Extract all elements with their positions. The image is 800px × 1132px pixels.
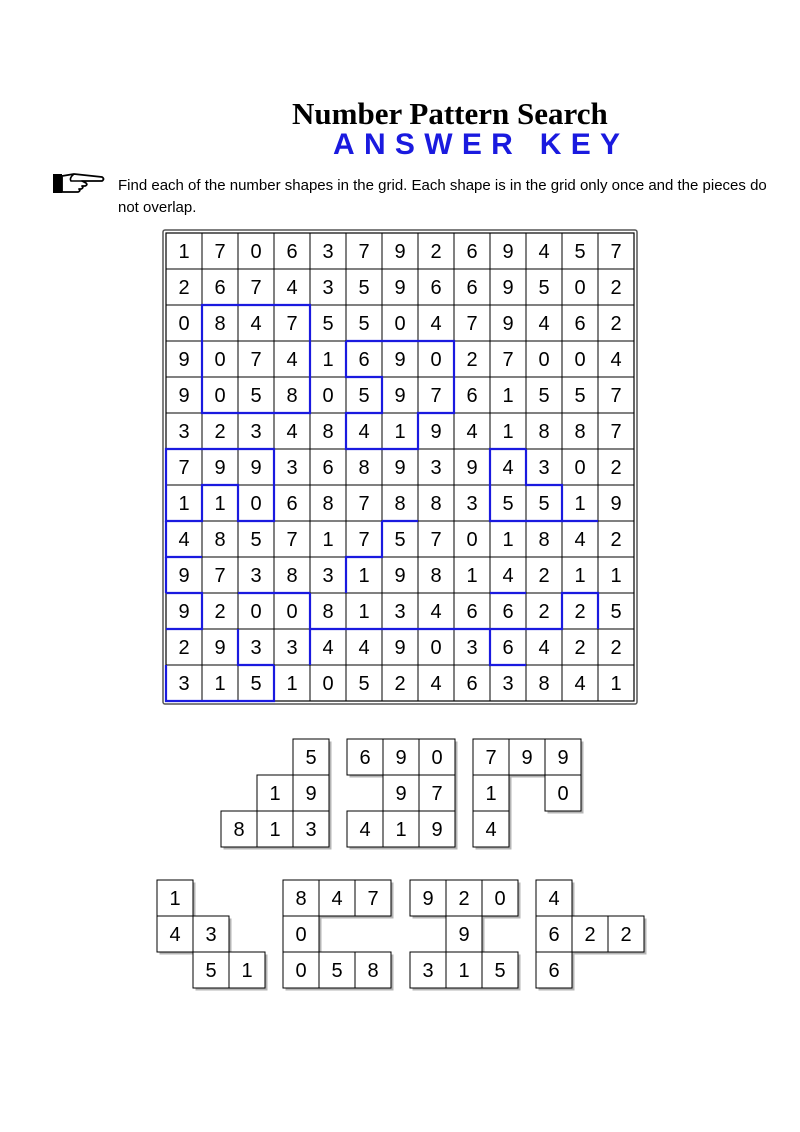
grid-cell: 4 xyxy=(358,421,370,443)
grid-cell: 3 xyxy=(538,457,550,479)
grid-cell: 2 xyxy=(610,457,622,479)
grid-cell: 1 xyxy=(214,673,226,695)
grid-cell: 8 xyxy=(430,493,442,515)
grid-cell: 1 xyxy=(394,421,406,443)
piece-digit: 4 xyxy=(548,888,560,910)
grid-cell: 7 xyxy=(286,313,298,335)
answer-key-subtitle: ANSWER KEY xyxy=(333,128,630,161)
grid-cell: 6 xyxy=(466,601,478,623)
grid-cell: 6 xyxy=(466,385,478,407)
grid-cell: 3 xyxy=(430,457,442,479)
grid-cell: 8 xyxy=(214,313,226,335)
grid-cell: 3 xyxy=(250,421,262,443)
grid-cell: 6 xyxy=(466,241,478,263)
grid-cell: 3 xyxy=(322,241,334,263)
grid-cell: 5 xyxy=(358,385,370,407)
piece-digit: 9 xyxy=(521,747,533,769)
grid-cell: 4 xyxy=(178,529,190,551)
grid-cell: 5 xyxy=(250,529,262,551)
grid-cell: 7 xyxy=(358,241,370,263)
grid-cell: 4 xyxy=(574,529,586,551)
grid-cell: 3 xyxy=(178,421,190,443)
shape-piece xyxy=(410,880,521,991)
grid-cell: 2 xyxy=(214,601,226,623)
grid-cell: 0 xyxy=(430,637,442,659)
piece-digit: 4 xyxy=(485,819,497,841)
piece-digit: 4 xyxy=(331,888,343,910)
grid-cell: 2 xyxy=(394,673,406,695)
grid-cell: 9 xyxy=(394,349,406,371)
piece-digit: 2 xyxy=(620,924,632,946)
piece-digit: 9 xyxy=(395,747,407,769)
grid-cell: 9 xyxy=(502,277,514,299)
grid-cell: 0 xyxy=(574,349,586,371)
grid-cell: 8 xyxy=(322,421,334,443)
grid-cell: 8 xyxy=(538,673,550,695)
grid-cell: 7 xyxy=(286,529,298,551)
grid-cell: 1 xyxy=(358,565,370,587)
grid-cell: 2 xyxy=(214,421,226,443)
grid-cell: 8 xyxy=(430,565,442,587)
grid-cell: 0 xyxy=(322,673,334,695)
grid-cell: 2 xyxy=(610,529,622,551)
grid-cell: 0 xyxy=(574,457,586,479)
grid-cell: 9 xyxy=(430,421,442,443)
piece-digit: 0 xyxy=(494,888,506,910)
piece-digit: 5 xyxy=(494,960,506,982)
grid-cell: 5 xyxy=(394,529,406,551)
piece-digit: 1 xyxy=(269,783,281,805)
grid-cell: 1 xyxy=(214,493,226,515)
grid-cell: 5 xyxy=(250,385,262,407)
grid-cell: 5 xyxy=(358,313,370,335)
piece-digit: 0 xyxy=(295,924,307,946)
piece-digit: 6 xyxy=(359,747,371,769)
piece-digit: 1 xyxy=(485,783,497,805)
piece-digit: 6 xyxy=(548,960,560,982)
shape-pieces xyxy=(157,739,647,991)
grid-cell: 8 xyxy=(322,493,334,515)
shape-piece xyxy=(221,739,332,850)
grid-cell: 9 xyxy=(214,637,226,659)
grid-cell: 9 xyxy=(214,457,226,479)
piece-digit: 4 xyxy=(359,819,371,841)
grid-cell: 6 xyxy=(286,493,298,515)
grid-cell: 0 xyxy=(178,313,190,335)
grid-cell: 9 xyxy=(466,457,478,479)
piece-digit: 5 xyxy=(205,960,217,982)
grid-cell: 2 xyxy=(538,565,550,587)
grid-cell: 1 xyxy=(466,565,478,587)
grid-cell: 6 xyxy=(466,277,478,299)
piece-digit: 2 xyxy=(458,888,470,910)
grid-cell: 7 xyxy=(466,313,478,335)
grid-cell: 0 xyxy=(538,349,550,371)
grid-cell: 0 xyxy=(322,385,334,407)
piece-digit: 2 xyxy=(584,924,596,946)
grid-cell: 9 xyxy=(178,385,190,407)
grid-cell: 7 xyxy=(358,493,370,515)
grid-cell: 9 xyxy=(178,565,190,587)
grid-cell: 7 xyxy=(502,349,514,371)
shape-piece xyxy=(283,880,394,991)
grid-cell: 4 xyxy=(430,313,442,335)
grid-cell: 4 xyxy=(286,349,298,371)
grid-cell: 9 xyxy=(502,313,514,335)
grid-cell: 5 xyxy=(538,385,550,407)
grid-cell: 0 xyxy=(286,601,298,623)
piece-digit: 5 xyxy=(305,747,317,769)
grid-cell: 2 xyxy=(466,349,478,371)
grid-cell: 6 xyxy=(322,457,334,479)
grid-cell: 2 xyxy=(574,601,586,623)
grid-cell: 4 xyxy=(250,313,262,335)
grid-cell: 1 xyxy=(322,349,334,371)
grid-cell: 7 xyxy=(430,385,442,407)
piece-digit: 8 xyxy=(233,819,245,841)
grid-cell: 3 xyxy=(286,637,298,659)
grid-cell: 7 xyxy=(610,385,622,407)
grid-cell: 4 xyxy=(502,457,514,479)
grid-cell: 6 xyxy=(214,277,226,299)
grid-cell: 2 xyxy=(538,601,550,623)
grid-cell: 9 xyxy=(394,241,406,263)
grid-cell: 1 xyxy=(178,493,190,515)
grid-cell: 3 xyxy=(466,493,478,515)
grid-cell: 8 xyxy=(358,457,370,479)
grid-cell: 4 xyxy=(538,637,550,659)
grid-cell: 2 xyxy=(574,637,586,659)
piece-digit: 0 xyxy=(431,747,443,769)
grid-cell: 9 xyxy=(250,457,262,479)
piece-digit: 9 xyxy=(422,888,434,910)
grid-cell: 7 xyxy=(430,529,442,551)
grid-cell: 9 xyxy=(394,457,406,479)
grid-cell: 5 xyxy=(322,313,334,335)
grid-cell: 5 xyxy=(250,673,262,695)
piece-digit: 9 xyxy=(395,783,407,805)
piece-digit: 7 xyxy=(367,888,379,910)
grid-cell: 3 xyxy=(322,565,334,587)
grid-cell: 8 xyxy=(394,493,406,515)
grid-cell: 5 xyxy=(358,673,370,695)
grid-cell: 2 xyxy=(610,277,622,299)
grid-cell: 9 xyxy=(610,493,622,515)
grid-cell: 0 xyxy=(394,313,406,335)
grid-cell: 7 xyxy=(214,241,226,263)
grid-cell: 5 xyxy=(610,601,622,623)
piece-digit: 1 xyxy=(458,960,470,982)
piece-digit: 9 xyxy=(305,783,317,805)
grid-cell: 7 xyxy=(610,421,622,443)
piece-digit: 8 xyxy=(295,888,307,910)
grid-cell: 9 xyxy=(394,637,406,659)
grid-cell: 4 xyxy=(430,673,442,695)
grid-cell: 9 xyxy=(394,385,406,407)
grid-cell: 6 xyxy=(430,277,442,299)
number-grid xyxy=(163,230,637,704)
grid-cell: 5 xyxy=(358,277,370,299)
grid-cell: 3 xyxy=(178,673,190,695)
piece-digit: 0 xyxy=(295,960,307,982)
page-title: Number Pattern Search xyxy=(292,96,608,131)
grid-cell: 8 xyxy=(538,421,550,443)
grid-cell: 3 xyxy=(286,457,298,479)
grid-cell: 6 xyxy=(574,313,586,335)
grid-cell: 8 xyxy=(286,385,298,407)
grid-cell: 9 xyxy=(394,565,406,587)
grid-cell: 7 xyxy=(250,277,262,299)
grid-cell: 7 xyxy=(358,529,370,551)
shape-piece xyxy=(157,880,268,991)
grid-cell: 0 xyxy=(250,241,262,263)
grid-cell: 1 xyxy=(610,565,622,587)
grid-cell: 4 xyxy=(286,277,298,299)
grid-cell: 1 xyxy=(502,385,514,407)
grid-cell: 2 xyxy=(610,313,622,335)
grid-cell: 6 xyxy=(466,673,478,695)
grid-cell: 8 xyxy=(322,601,334,623)
piece-digit: 3 xyxy=(305,819,317,841)
grid-cell: 9 xyxy=(394,277,406,299)
grid-cell: 6 xyxy=(286,241,298,263)
grid-cell: 2 xyxy=(610,637,622,659)
grid-cell: 1 xyxy=(574,493,586,515)
grid-cell: 4 xyxy=(286,421,298,443)
piece-digit: 9 xyxy=(431,819,443,841)
grid-cell: 3 xyxy=(250,565,262,587)
grid-cell: 8 xyxy=(574,421,586,443)
grid-cell: 0 xyxy=(214,385,226,407)
grid-cell: 1 xyxy=(286,673,298,695)
grid-cell: 5 xyxy=(574,385,586,407)
grid-cell: 4 xyxy=(610,349,622,371)
grid-cell: 2 xyxy=(430,241,442,263)
shape-piece xyxy=(347,739,458,850)
piece-digit: 1 xyxy=(241,960,253,982)
piece-digit: 0 xyxy=(557,783,569,805)
grid-cell: 8 xyxy=(286,565,298,587)
grid-cell: 5 xyxy=(574,241,586,263)
grid-cell: 0 xyxy=(250,601,262,623)
shape-piece xyxy=(473,739,584,850)
grid-cell: 5 xyxy=(538,493,550,515)
grid-cell: 7 xyxy=(214,565,226,587)
grid-cell: 2 xyxy=(178,277,190,299)
grid-cell: 8 xyxy=(538,529,550,551)
grid-cell: 0 xyxy=(214,349,226,371)
piece-digit: 9 xyxy=(557,747,569,769)
grid-cell: 9 xyxy=(178,601,190,623)
grid-cell: 5 xyxy=(538,277,550,299)
piece-digit: 5 xyxy=(331,960,343,982)
grid-cell: 9 xyxy=(502,241,514,263)
grid-cell: 4 xyxy=(466,421,478,443)
grid-cell: 4 xyxy=(322,637,334,659)
grid-cell: 3 xyxy=(502,673,514,695)
grid-cell: 0 xyxy=(250,493,262,515)
grid-cell: 9 xyxy=(178,349,190,371)
grid-cell: 8 xyxy=(214,529,226,551)
piece-digit: 3 xyxy=(422,960,434,982)
grid-cell: 0 xyxy=(430,349,442,371)
piece-digit: 7 xyxy=(431,783,443,805)
grid-cell: 3 xyxy=(394,601,406,623)
grid-cell: 5 xyxy=(502,493,514,515)
grid-cell: 3 xyxy=(250,637,262,659)
grid-cell: 3 xyxy=(466,637,478,659)
grid-cell: 1 xyxy=(502,421,514,443)
grid-cell: 1 xyxy=(358,601,370,623)
piece-digit: 1 xyxy=(169,888,181,910)
grid-cell: 6 xyxy=(502,637,514,659)
piece-digit: 6 xyxy=(548,924,560,946)
piece-digit: 8 xyxy=(367,960,379,982)
grid-cell: 4 xyxy=(538,313,550,335)
piece-digit: 3 xyxy=(205,924,217,946)
piece-digit: 7 xyxy=(485,747,497,769)
grid-cell: 0 xyxy=(466,529,478,551)
piece-digit: 4 xyxy=(169,924,181,946)
grid-cell: 4 xyxy=(538,241,550,263)
grid-cell: 2 xyxy=(178,637,190,659)
grid-cell: 4 xyxy=(502,565,514,587)
grid-cell: 6 xyxy=(358,349,370,371)
piece-digit: 1 xyxy=(395,819,407,841)
grid-cell: 6 xyxy=(502,601,514,623)
grid-cell: 7 xyxy=(178,457,190,479)
grid-cell: 4 xyxy=(574,673,586,695)
grid-cell: 1 xyxy=(178,241,190,263)
grid-cell: 7 xyxy=(250,349,262,371)
grid-cell: 3 xyxy=(322,277,334,299)
shape-piece xyxy=(536,880,647,991)
grid-cell: 1 xyxy=(322,529,334,551)
grid-cell: 1 xyxy=(502,529,514,551)
piece-digit: 1 xyxy=(269,819,281,841)
grid-cell: 1 xyxy=(574,565,586,587)
grid-cell: 4 xyxy=(430,601,442,623)
instructions-text: Find each of the number shapes in the grid. Each shape is in the grid only once and the pieces do not overlap. xyxy=(118,177,767,216)
grid-cell: 1 xyxy=(610,673,622,695)
grid-cell: 0 xyxy=(574,277,586,299)
grid-cell: 4 xyxy=(358,637,370,659)
grid-cell: 7 xyxy=(610,241,622,263)
piece-digit: 9 xyxy=(458,924,470,946)
